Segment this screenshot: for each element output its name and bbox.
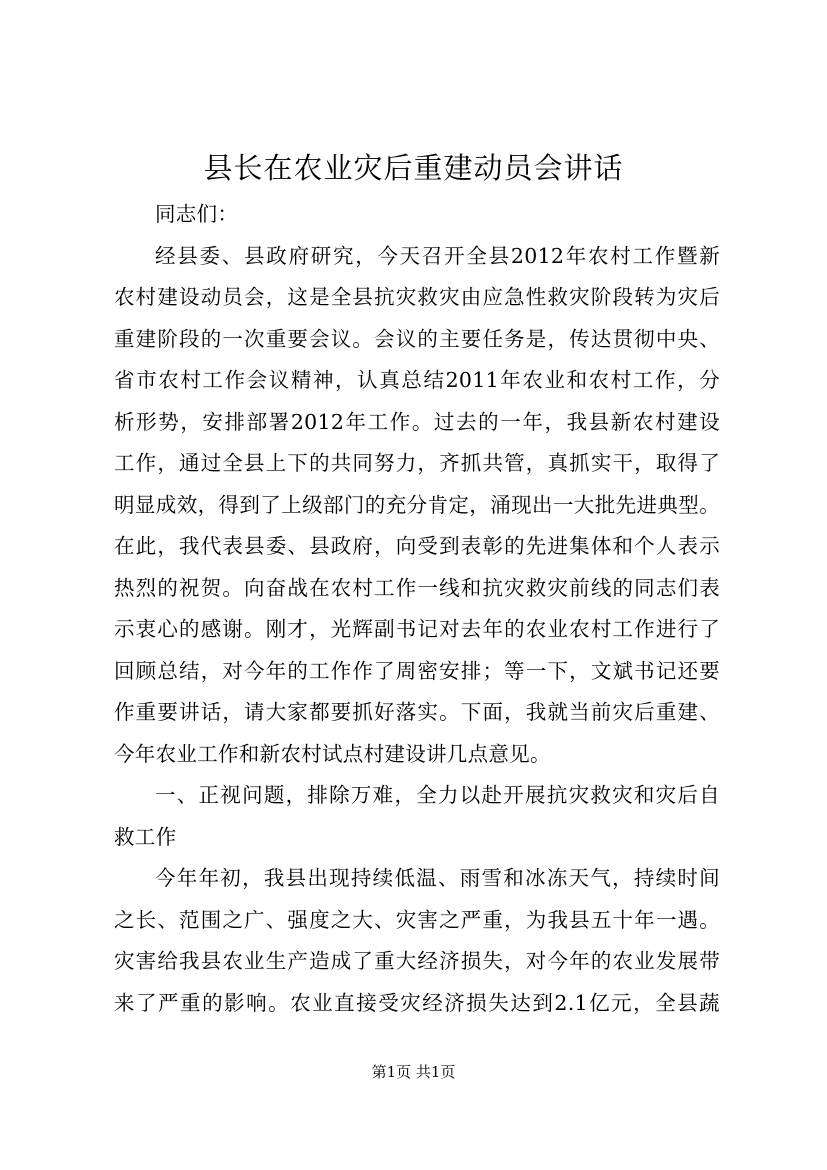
paragraph-line: 在此，我代表县委、县政府，向受到表彰的先进集体和个人表示 bbox=[114, 534, 720, 558]
paragraph-line: 重建阶段的一次重要会议。会议的主要任务是，传达贯彻中央、 bbox=[114, 326, 720, 351]
paragraph-line: 省市农村工作会议精神，认真总结2011年农业和农村工作，分 bbox=[114, 368, 720, 392]
paragraph-line: 工作，通过全县上下的共同努力，齐抓共管，真抓实干，取得了 bbox=[114, 451, 720, 475]
paragraph-line: 作重要讲话，请大家都要抓好落实。下面，我就当前灾后重建、 bbox=[114, 700, 720, 724]
section-heading-line: 救工作 bbox=[114, 824, 177, 849]
paragraph-line: 经县委、县政府研究，今天召开全县2012年农村工作暨新 bbox=[155, 243, 720, 268]
salutation: 同志们： bbox=[155, 202, 239, 226]
paragraph-line: 来了严重的影响。农业直接受灾经济损失达到2.1亿元，全县蔬 bbox=[114, 990, 720, 1015]
paragraph-line: 灾害给我县农业生产造成了重大经济损失，对今年的农业发展带 bbox=[114, 949, 720, 973]
section-heading-line: 一、正视问题，排除万难，全力以赴开展抗灾救灾和灾后自 bbox=[155, 783, 720, 807]
document-body bbox=[114, 194, 720, 1024]
paragraph-line: 今年农业工作和新农村试点村建设讲几点意见。 bbox=[114, 741, 551, 766]
paragraph-line: 之长、范围之广、强度之大、灾害之严重，为我县五十年一遇。 bbox=[114, 907, 720, 932]
document-title: 县长在农业灾后重建动员会讲话 bbox=[203, 151, 624, 185]
page-footer: 第1页 共1页 bbox=[371, 1063, 456, 1081]
paragraph-line: 回顾总结，对今年的工作作了周密安排；等一下，文斌书记还要 bbox=[114, 658, 720, 683]
paragraph-line: 析形势，安排部署2012年工作。过去的一年，我县新农村建设 bbox=[114, 409, 720, 434]
paragraph-line: 明显成效，得到了上级部门的充分肯定，涌现出一大批先进典型。 bbox=[114, 492, 720, 517]
paragraph-line: 热烈的祝贺。向奋战在农村工作一线和抗灾救灾前线的同志们表 bbox=[114, 575, 720, 600]
paragraph-line: 农村建设动员会，这是全县抗灾救灾由应急性救灾阶段转为灾后 bbox=[114, 285, 720, 309]
paragraph-line: 示衷心的感谢。刚才，光辉副书记对去年的农业农村工作进行了 bbox=[114, 617, 720, 641]
paragraph-line: 今年年初，我县出现持续低温、雨雪和冰冻天气，持续时间 bbox=[155, 866, 720, 890]
